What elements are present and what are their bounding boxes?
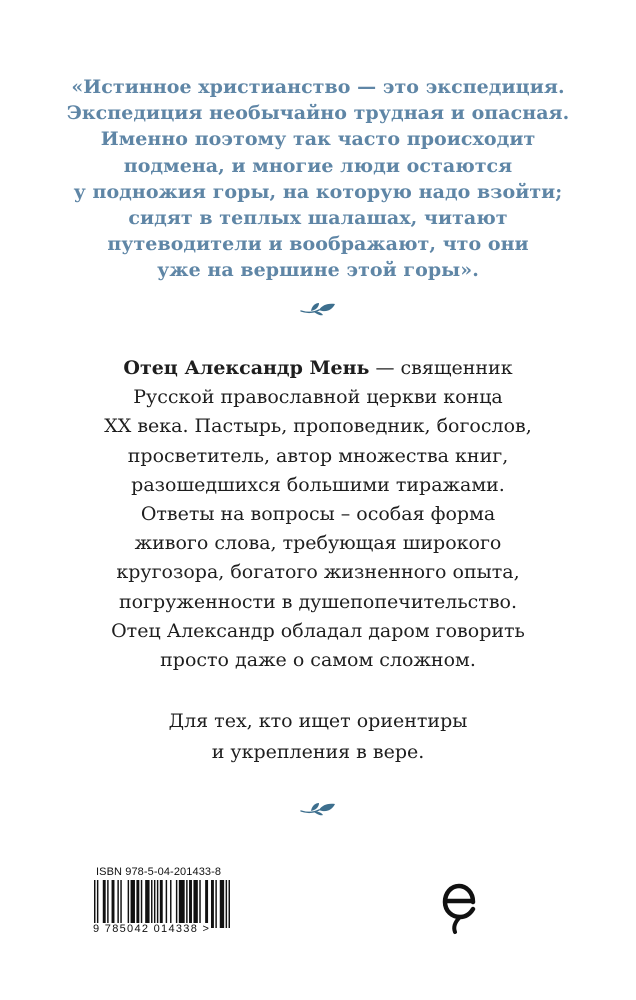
barcode-bar [199, 880, 200, 928]
author-name: Отец Александр Мень [123, 357, 370, 379]
barcode-digits: 9 785042 014338 > [93, 923, 211, 935]
barcode-bar [160, 880, 163, 928]
barcode-bar [186, 880, 187, 928]
quote-line: у подножия горы, на которую надо взойти; [73, 180, 563, 203]
closing-line: и укрепления в вере. [211, 741, 425, 763]
barcode-bar [193, 880, 197, 928]
quote-line: уже на вершине этой горы». [157, 259, 479, 282]
barcode-bar [154, 880, 155, 928]
leaf-ornament-icon [298, 800, 338, 820]
closing-statement [40, 706, 596, 768]
barcode-bar [128, 880, 129, 928]
barcode-bar [226, 880, 227, 928]
barcode-bar [107, 880, 108, 928]
barcode-bar [220, 880, 224, 928]
barcode-bar [170, 880, 171, 928]
barcode-bar [141, 880, 142, 928]
description-line: просветитель, автор множества книг, [127, 444, 509, 467]
description-line: Ответы на вопросы – особая форма [140, 503, 496, 526]
quote-line: Экспедиция необычайно трудная и опасная. [66, 102, 570, 125]
quote-line: Именно поэтому так часто происходит [100, 128, 536, 151]
barcode-bar [151, 880, 152, 928]
barcode-bar [211, 880, 214, 928]
quote-line: сидят в теплых шалашах, читают [128, 207, 508, 230]
leaf-ornament-icon [298, 300, 338, 320]
barcode-bar [176, 880, 177, 928]
quote-line: путеводители и воображают, что они [107, 233, 529, 256]
description-line: погруженности в душепопечительство. [119, 590, 517, 613]
quote-line: «Истинное христианство — это экспедиция. [71, 76, 565, 98]
barcode-bar [166, 880, 167, 928]
barcode-bar [215, 880, 216, 928]
barcode-bar [117, 880, 118, 928]
description-line: Русской православной церкви конца [133, 386, 503, 409]
closing-line: Для тех, кто ищет ориентиры [168, 710, 468, 732]
description-line: XX века. Пастырь, проповедник, богослов, [104, 415, 532, 438]
barcode-bar [120, 880, 121, 928]
epigraph-quote [40, 74, 596, 284]
description-line: кругозора, богатого жизненного опыта, [116, 561, 520, 584]
barcode-bar [103, 880, 106, 928]
description-line: просто даже о самом сложном. [160, 649, 476, 672]
barcode-bar [136, 880, 139, 928]
barcode-bar [94, 880, 95, 928]
barcode-bar [131, 880, 135, 928]
eksmo-logo-icon [440, 880, 480, 936]
quote-line: подмена, и многие люди остаются [123, 154, 513, 177]
barcode-bar [179, 880, 185, 928]
description-line [40, 354, 596, 383]
barcode-bar [97, 880, 98, 928]
barcode-bar [157, 880, 158, 928]
book-description [40, 354, 596, 675]
isbn-barcode [94, 866, 230, 938]
description-line: живого слова, требующая широкого [134, 532, 502, 555]
barcode-bar [189, 880, 192, 928]
description-line: Отец Александр обладал даром говорить [111, 619, 525, 642]
isbn-number: ISBN 978-5-04-201433-8 [96, 866, 222, 878]
barcode-bar [205, 880, 208, 928]
author-role: — священник [369, 357, 513, 379]
barcode-bar [145, 880, 149, 928]
barcode-bar [112, 880, 115, 928]
barcode-bar [229, 880, 230, 928]
barcode-bars [94, 880, 230, 928]
description-line: разошедшихся большими тиражами. [131, 473, 505, 496]
